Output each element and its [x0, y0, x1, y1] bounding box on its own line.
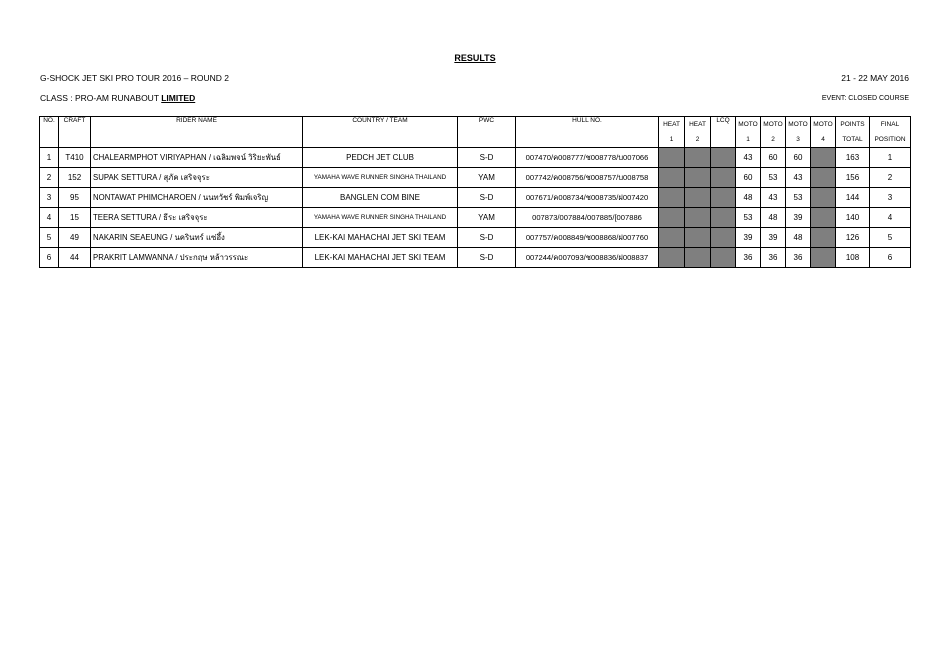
- cell-position: 4: [870, 208, 911, 228]
- cell-moto4: [811, 228, 836, 248]
- header-moto2-sub: 2: [761, 132, 786, 148]
- cell-craft: 152: [59, 168, 91, 188]
- event-date: 21 - 22 MAY 2016: [841, 73, 909, 83]
- cell-team: YAMAHA WAVE RUNNER SINGHA THAILAND: [303, 208, 458, 228]
- header-moto4: MOTO: [811, 117, 836, 133]
- cell-heat1: [659, 208, 685, 228]
- cell-moto1: 48: [736, 188, 761, 208]
- cell-pwc: S-D: [458, 188, 516, 208]
- cell-pwc: S-D: [458, 248, 516, 268]
- cell-position: 6: [870, 248, 911, 268]
- cell-moto3: 43: [786, 168, 811, 188]
- cell-points: 163: [836, 148, 870, 168]
- cell-position: 3: [870, 188, 911, 208]
- cell-hull: 007757/ค008849/ช008868/ฝ007760: [516, 228, 659, 248]
- header-moto1: MOTO: [736, 117, 761, 133]
- cell-heat1: [659, 248, 685, 268]
- cell-hull: 007244/ค007093/ช008836/ฝ008837: [516, 248, 659, 268]
- event-title: G-SHOCK JET SKI PRO TOUR 2016 – ROUND 2: [40, 73, 229, 83]
- table-row: [40, 168, 911, 188]
- cell-heat2: [685, 248, 711, 268]
- header-pwc: PWC: [458, 117, 516, 148]
- cell-moto3: 60: [786, 148, 811, 168]
- cell-points: 126: [836, 228, 870, 248]
- cell-moto1: 36: [736, 248, 761, 268]
- cell-moto2: 39: [761, 228, 786, 248]
- header-moto4-sub: 4: [811, 132, 836, 148]
- cell-craft: 95: [59, 188, 91, 208]
- cell-no: 1: [40, 148, 59, 168]
- header-final: FINAL: [870, 117, 911, 133]
- cell-no: 6: [40, 248, 59, 268]
- header-no: NO.: [40, 117, 59, 148]
- cell-hull: 007742/ค008756/ช008757/บ008758: [516, 168, 659, 188]
- cell-rider: SUPAK SETTURA / สุภัค เสริจจุระ: [91, 168, 303, 188]
- cell-moto4: [811, 188, 836, 208]
- table-row: [40, 188, 911, 208]
- cell-team: LEK-KAI MAHACHAI JET SKI TEAM: [303, 248, 458, 268]
- header-heat1: HEAT: [659, 117, 685, 133]
- cell-team: BANGLEN COM BINE: [303, 188, 458, 208]
- header-moto2: MOTO: [761, 117, 786, 133]
- cell-lcq: [711, 248, 736, 268]
- cell-heat2: [685, 188, 711, 208]
- table-row: [40, 228, 911, 248]
- cell-moto2: 43: [761, 188, 786, 208]
- cell-moto1: 39: [736, 228, 761, 248]
- cell-moto2: 36: [761, 248, 786, 268]
- table-row: [40, 208, 911, 228]
- cell-lcq: [711, 148, 736, 168]
- cell-rider: CHALEARMPHOT VIRIYAPHAN / เฉลิมพจน์ วิริยะพันธ์: [91, 148, 303, 168]
- header-heat2: HEAT: [685, 117, 711, 133]
- cell-heat1: [659, 228, 685, 248]
- cell-moto4: [811, 248, 836, 268]
- header-heat1-sub: 1: [659, 132, 685, 148]
- cell-pwc: S-D: [458, 148, 516, 168]
- header-moto1-sub: 1: [736, 132, 761, 148]
- header-moto3-sub: 3: [786, 132, 811, 148]
- cell-pwc: YAM: [458, 208, 516, 228]
- cell-moto2: 48: [761, 208, 786, 228]
- cell-moto3: 36: [786, 248, 811, 268]
- cell-heat1: [659, 168, 685, 188]
- cell-moto3: 39: [786, 208, 811, 228]
- cell-heat2: [685, 168, 711, 188]
- cell-moto2: 53: [761, 168, 786, 188]
- cell-moto4: [811, 168, 836, 188]
- cell-points: 140: [836, 208, 870, 228]
- cell-moto3: 53: [786, 188, 811, 208]
- class-line: [40, 93, 195, 103]
- cell-moto2: 60: [761, 148, 786, 168]
- cell-points: 108: [836, 248, 870, 268]
- cell-rider: TEERA SETTURA / ธีระ เสริจจุระ: [91, 208, 303, 228]
- class-value: LIMITED: [161, 93, 196, 103]
- cell-hull: 007671/ค008734/ช008735/ฝ007420: [516, 188, 659, 208]
- cell-lcq: [711, 188, 736, 208]
- results-table: [39, 116, 911, 268]
- header-row-top: [40, 117, 911, 133]
- cell-points: 156: [836, 168, 870, 188]
- cell-team: YAMAHA WAVE RUNNER SINGHA THAILAND: [303, 168, 458, 188]
- header-rider: RIDER NAME: [91, 117, 303, 148]
- cell-heat1: [659, 148, 685, 168]
- cell-pwc: YAM: [458, 168, 516, 188]
- header-moto3: MOTO: [786, 117, 811, 133]
- cell-heat1: [659, 188, 685, 208]
- cell-moto1: 53: [736, 208, 761, 228]
- cell-moto1: 43: [736, 148, 761, 168]
- cell-pwc: S-D: [458, 228, 516, 248]
- cell-position: 5: [870, 228, 911, 248]
- cell-points: 144: [836, 188, 870, 208]
- class-label: CLASS : PRO-AM RUNABOUT: [40, 93, 162, 103]
- header-final-sub: POSITION: [870, 132, 911, 148]
- cell-no: 4: [40, 208, 59, 228]
- cell-lcq: [711, 168, 736, 188]
- cell-moto4: [811, 208, 836, 228]
- table-row: [40, 248, 911, 268]
- cell-moto4: [811, 148, 836, 168]
- header-craft: CRAFT: [59, 117, 91, 148]
- cell-no: 5: [40, 228, 59, 248]
- header-points-sub: TOTAL: [836, 132, 870, 148]
- cell-lcq: [711, 208, 736, 228]
- cell-heat2: [685, 228, 711, 248]
- cell-no: 3: [40, 188, 59, 208]
- cell-hull: 007470/ค008777/ช008778/บ007066: [516, 148, 659, 168]
- cell-hull: 007873/007884/007885/[007886: [516, 208, 659, 228]
- cell-no: 2: [40, 168, 59, 188]
- cell-heat2: [685, 208, 711, 228]
- cell-craft: 49: [59, 228, 91, 248]
- header-team: COUNTRY / TEAM: [303, 117, 458, 148]
- table-row: [40, 148, 911, 168]
- cell-rider: NAKARIN SEAEUNG / นครินทร์ แซ่อึ้ง: [91, 228, 303, 248]
- results-body: [40, 148, 911, 268]
- cell-rider: NONTAWAT PHIMCHAROEN / นนทวัชร์ พิมพ์เจริญ: [91, 188, 303, 208]
- header-heat2-sub: 2: [685, 132, 711, 148]
- header-lcq: LCQ: [711, 117, 736, 148]
- cell-moto3: 48: [786, 228, 811, 248]
- cell-craft: 15: [59, 208, 91, 228]
- cell-lcq: [711, 228, 736, 248]
- cell-moto1: 60: [736, 168, 761, 188]
- cell-craft: T410: [59, 148, 91, 168]
- header-hull: HULL NO.: [516, 117, 659, 148]
- page-title: RESULTS: [454, 53, 496, 63]
- cell-heat2: [685, 148, 711, 168]
- cell-team: LEK-KAI MAHACHAI JET SKI TEAM: [303, 228, 458, 248]
- cell-position: 2: [870, 168, 911, 188]
- cell-position: 1: [870, 148, 911, 168]
- cell-team: PEDCH JET CLUB: [303, 148, 458, 168]
- cell-rider: PRAKRIT LAMWANNA / ประกฤษ หล้าวรรณะ: [91, 248, 303, 268]
- event-type: EVENT: CLOSED COURSE: [821, 95, 909, 102]
- cell-craft: 44: [59, 248, 91, 268]
- header-points: POINTS: [836, 117, 870, 133]
